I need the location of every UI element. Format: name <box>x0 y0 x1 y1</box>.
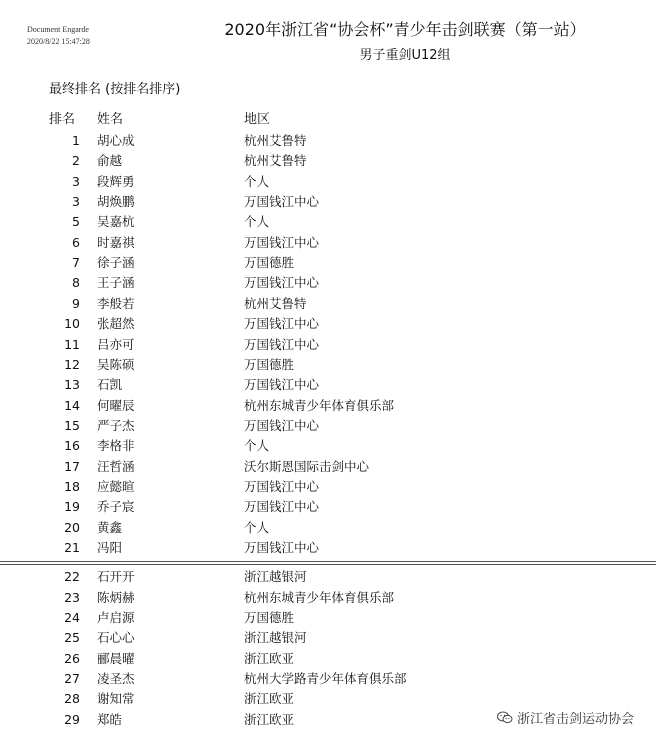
region-cell: 万国钱江中心 <box>244 478 320 494</box>
region-cell: 浙江欧亚 <box>244 650 295 666</box>
region-cell: 万国钱江中心 <box>244 540 320 555</box>
table-row <box>0 689 656 709</box>
name-cell: 胡焕鹏 <box>97 194 135 210</box>
rank-cell: 10 <box>64 316 80 332</box>
name-cell: 李般若 <box>97 295 135 311</box>
rank-cell: 26 <box>64 650 80 666</box>
table-row <box>0 518 656 538</box>
region-cell: 杭州东城青少年体育俱乐部 <box>244 397 395 413</box>
watermark <box>497 708 634 727</box>
rank-cell: 3 <box>72 173 80 189</box>
region-cell: 万国钱江中心 <box>244 417 320 433</box>
name-cell: 吕亦可 <box>97 336 135 352</box>
rank-cell: 20 <box>64 519 80 535</box>
table-row <box>0 669 656 689</box>
table-row <box>0 538 656 558</box>
wechat-icon <box>497 711 513 724</box>
table-divider <box>0 561 656 562</box>
region-cell: 个人 <box>244 173 270 189</box>
region-cell: 沃尔斯恩国际击剑中心 <box>244 458 370 474</box>
table-row <box>0 355 656 375</box>
table-row <box>0 253 656 273</box>
rank-cell: 28 <box>64 691 80 707</box>
rank-cell: 1 <box>72 133 80 148</box>
name-cell: 冯阳 <box>97 540 123 555</box>
rank-cell: 3 <box>72 194 80 210</box>
region-cell: 万国德胜 <box>244 610 295 626</box>
region-cell: 万国钱江中心 <box>244 194 320 210</box>
table-row <box>0 567 656 587</box>
name-cell: 何曜辰 <box>97 397 135 413</box>
table-row <box>0 335 656 355</box>
table-row <box>0 649 656 669</box>
region-cell: 杭州艾鲁特 <box>244 295 307 311</box>
region-cell: 浙江欧亚 <box>244 691 295 707</box>
name-cell: 俞越 <box>97 153 123 169</box>
table-row <box>0 628 656 648</box>
rank-cell: 14 <box>64 397 80 413</box>
region-cell: 万国钱江中心 <box>244 275 320 291</box>
name-cell: 段辉勇 <box>97 173 135 189</box>
table-row <box>0 416 656 436</box>
name-cell: 郦晨曜 <box>97 650 135 666</box>
region-cell: 万国钱江中心 <box>244 377 320 393</box>
doc-app-name: Document Engarde <box>27 25 89 34</box>
table-row <box>0 233 656 253</box>
name-cell: 石凯 <box>97 377 123 393</box>
region-cell: 万国钱江中心 <box>244 316 320 332</box>
table-row <box>0 151 656 171</box>
region-cell: 杭州艾鲁特 <box>244 153 307 169</box>
region-cell: 万国德胜 <box>244 255 295 271</box>
table-row <box>0 588 656 608</box>
region-cell: 万国钱江中心 <box>244 336 320 352</box>
table-row <box>0 457 656 477</box>
rank-cell: 24 <box>64 610 80 626</box>
rank-cell: 23 <box>64 589 80 605</box>
region-cell: 个人 <box>244 214 270 230</box>
region-cell: 杭州东城青少年体育俱乐部 <box>244 589 395 605</box>
name-cell: 吴陈硕 <box>97 356 135 372</box>
region-cell: 万国钱江中心 <box>244 499 320 515</box>
name-cell: 黄鑫 <box>97 519 123 535</box>
table-row <box>0 497 656 517</box>
table-row <box>0 273 656 293</box>
rank-cell: 27 <box>64 671 80 687</box>
watermark-text: 浙江省击剑运动协会 <box>516 712 634 727</box>
name-cell: 石心心 <box>97 630 135 646</box>
rank-cell: 18 <box>64 478 80 494</box>
table-row <box>0 314 656 334</box>
doc-meta <box>27 24 90 48</box>
doc-timestamp: 2020/8/22 15:47:28 <box>27 37 90 46</box>
rank-cell: 2 <box>72 153 80 169</box>
name-cell: 陈炳赫 <box>97 589 135 605</box>
table-row <box>0 396 656 416</box>
rank-cell: 16 <box>64 438 80 454</box>
table-row <box>0 608 656 628</box>
page-title: 2020年浙江省“协会杯”青少年击剑联赛（第一站） <box>224 20 586 39</box>
table-row <box>0 212 656 232</box>
name-cell: 乔子宸 <box>97 499 135 515</box>
table-row <box>0 192 656 212</box>
rank-cell: 9 <box>72 295 80 311</box>
rank-cell: 11 <box>64 336 80 352</box>
table-row <box>0 375 656 395</box>
table-row <box>0 172 656 192</box>
name-cell: 汪哲涵 <box>97 458 135 474</box>
name-cell: 石开开 <box>97 569 135 585</box>
name-cell: 王子涵 <box>97 275 135 291</box>
region-cell: 杭州艾鲁特 <box>244 133 307 148</box>
rank-cell: 5 <box>72 214 80 230</box>
name-cell: 谢知常 <box>97 691 135 707</box>
rank-cell: 7 <box>72 255 80 271</box>
rank-cell: 17 <box>64 458 80 474</box>
name-cell: 郑皓 <box>97 711 123 727</box>
section-title: 最终排名 (按排名排序) <box>49 82 181 97</box>
name-cell: 应懿暄 <box>97 478 135 494</box>
rank-cell: 12 <box>64 356 80 372</box>
header-name: 姓名 <box>97 112 124 127</box>
table-divider <box>0 564 656 565</box>
name-cell: 时嘉祺 <box>97 234 135 250</box>
rank-cell: 13 <box>64 377 80 393</box>
table-row <box>0 131 656 151</box>
table-row <box>0 294 656 314</box>
rank-cell: 19 <box>64 499 80 515</box>
region-cell: 万国德胜 <box>244 356 295 372</box>
rank-cell: 15 <box>64 417 80 433</box>
name-cell: 凌圣杰 <box>97 671 135 687</box>
region-cell: 万国钱江中心 <box>244 234 320 250</box>
table-row <box>0 436 656 456</box>
name-cell: 李格非 <box>97 438 135 454</box>
region-cell: 浙江欧亚 <box>244 711 295 727</box>
rank-cell: 22 <box>64 569 80 585</box>
header-rank: 排名 <box>49 112 76 127</box>
region-cell: 浙江越银河 <box>244 569 307 585</box>
name-cell: 徐子涵 <box>97 255 135 271</box>
rank-cell: 6 <box>72 234 80 250</box>
name-cell: 吴嘉杭 <box>97 214 135 230</box>
name-cell: 严子杰 <box>97 417 135 433</box>
table-row <box>0 477 656 497</box>
name-cell: 胡心成 <box>97 133 135 148</box>
rank-cell: 21 <box>64 540 80 555</box>
region-cell: 个人 <box>244 438 270 454</box>
name-cell: 张超然 <box>97 316 135 332</box>
region-cell: 杭州大学路青少年体育俱乐部 <box>244 671 407 687</box>
rank-cell: 29 <box>64 711 80 727</box>
name-cell: 卢启源 <box>97 610 135 626</box>
region-cell: 个人 <box>244 519 270 535</box>
rank-cell: 25 <box>64 630 80 646</box>
rank-cell: 8 <box>72 275 80 291</box>
region-cell: 浙江越银河 <box>244 630 307 646</box>
page-subtitle: 男子重剑U12组 <box>359 48 451 63</box>
header-region: 地区 <box>244 112 271 127</box>
